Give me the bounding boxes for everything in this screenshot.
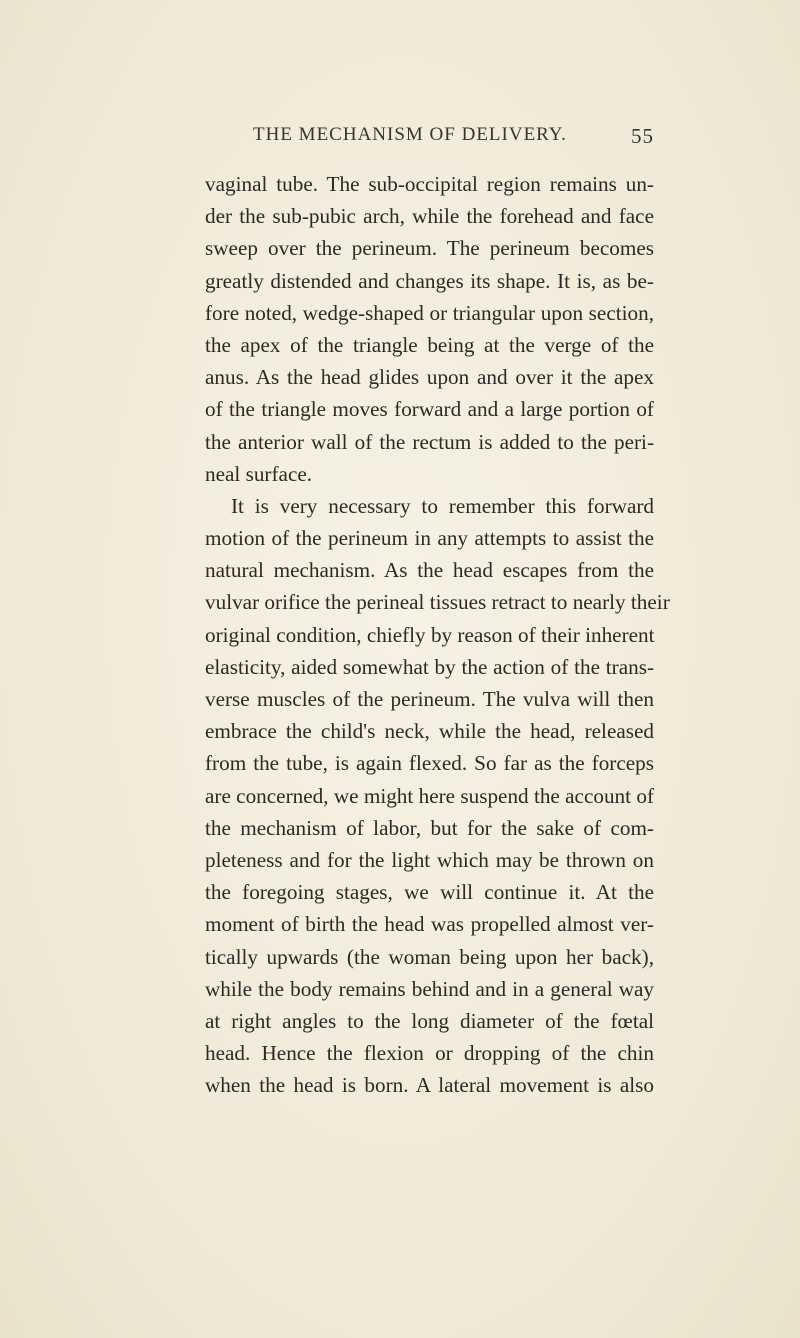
text-line: tically upwards (the woman being upon her back), (205, 944, 654, 969)
text-line: verse muscles of the perineum. The vulva will then (205, 687, 654, 711)
running-title: THE MECHANISM OF DELIVERY. (253, 124, 567, 145)
text-line: fore noted, wedge-shaped or triangular upon section, (205, 300, 654, 325)
text-line: der the sub-pubic arch, while the forehead and face (205, 204, 654, 229)
body-text (205, 168, 670, 1101)
paragraph-start-line: It is very necessary to remember this forward (231, 493, 654, 518)
text-line: original condition, chiefly by reason of their inherent (205, 622, 655, 647)
text-line: neal surface. (205, 461, 313, 486)
text-line: from the tube, is again flexed. So far as the forceps (205, 751, 654, 776)
text-line: embrace the child's neck, while the head, released (205, 719, 654, 744)
running-head (253, 124, 653, 154)
text-line: the mechanism of labor, but for the sake of com- (205, 815, 654, 840)
text-line: vaginal tube. The sub-occipital region remains un- (205, 172, 654, 196)
text-line: at right angles to the long diameter of the fœtal (205, 1008, 654, 1033)
text-line: vulvar orifice the perineal tissues retract to nearly their (205, 590, 670, 615)
text-line: motion of the perineum in any attempts to assist the (205, 526, 654, 551)
text-line: when the head is born. A lateral movement is also (205, 1073, 654, 1098)
text-line: of the triangle moves forward and a large portion of (205, 397, 654, 422)
text-line: natural mechanism. As the head escapes from the (205, 558, 654, 583)
text-line: pleteness and for the light which may be thrown on (205, 847, 654, 872)
text-line: are concerned, we might here suspend the account of (205, 783, 654, 808)
text-line: anus. As the head glides upon and over it the apex (205, 365, 654, 390)
text-line: the anterior wall of the rectum is added to the peri- (205, 429, 654, 454)
text-line: moment of birth the head was propelled almost ver- (205, 912, 654, 937)
text-line: while the body remains behind and in a general way (205, 976, 654, 1001)
text-line: the foregoing stages, we will continue it. At the (205, 880, 654, 905)
text-line: elasticity, aided somewhat by the action of the trans- (205, 654, 654, 679)
page-number: 55 (631, 124, 654, 148)
text-line: sweep over the perineum. The perineum becomes (205, 236, 654, 261)
text-line: head. Hence the flexion or dropping of the chin (205, 1041, 654, 1066)
text-line: the apex of the triangle being at the verge of the (205, 332, 654, 357)
text-line: greatly distended and changes its shape. It is, as be- (205, 268, 654, 293)
